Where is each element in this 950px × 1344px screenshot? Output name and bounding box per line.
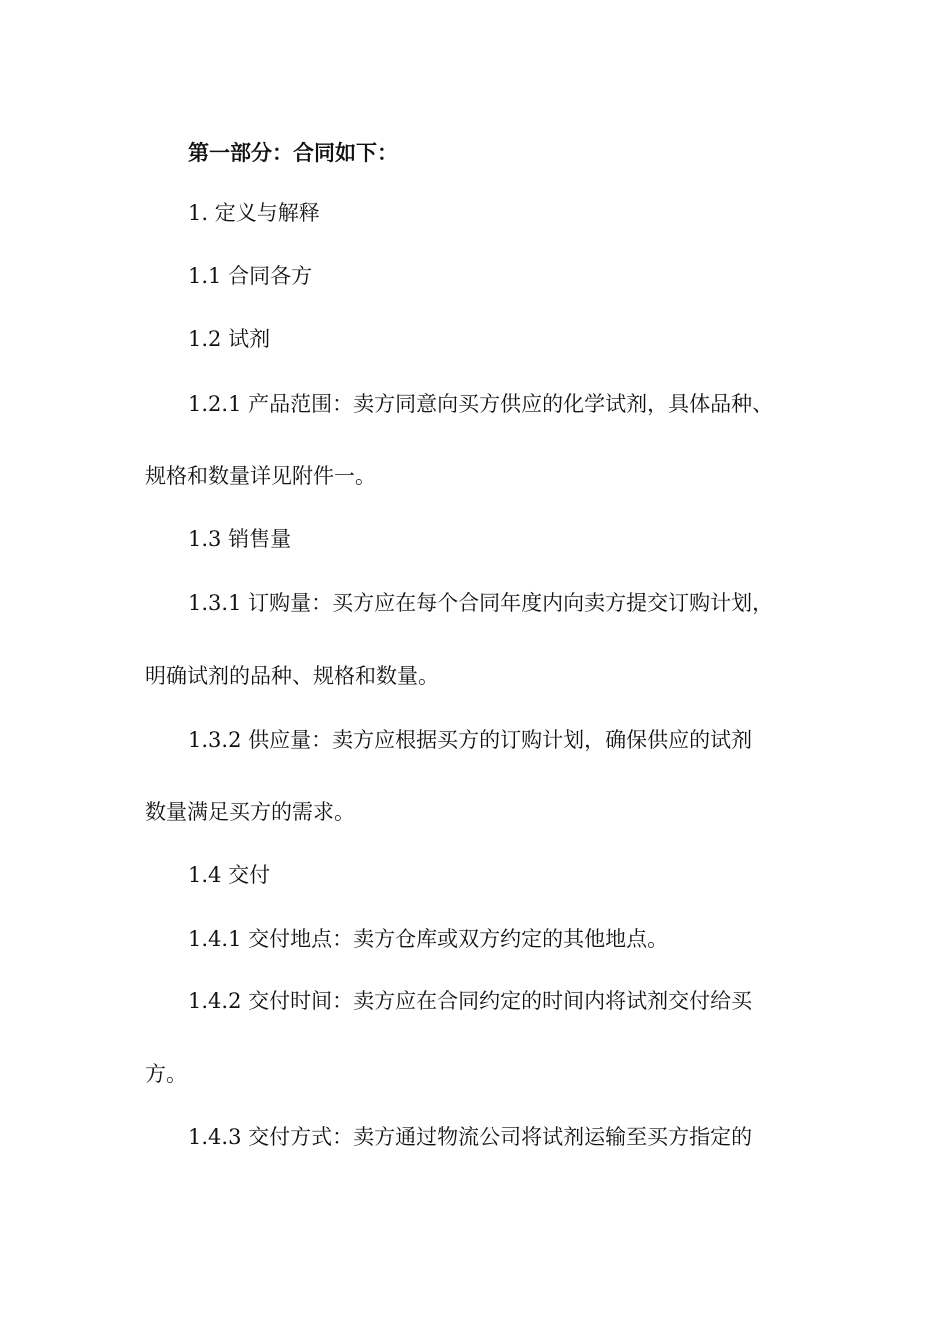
clause-1-2-title: 1.2 试剂	[188, 327, 271, 351]
clause-1-2-1-continued: 规格和数量详见附件一。	[145, 464, 376, 488]
clause-1-3-1-text: 1.3.1 订购量：买方应在每个合同年度内向卖方提交订购计划，	[188, 591, 774, 615]
clause-1-4-title: 1.4 交付	[188, 863, 271, 887]
clause-1-3-2-text: 1.3.2 供应量：卖方应根据买方的订购计划，确保供应的试剂	[188, 728, 753, 752]
clause-1-3-2-continued: 数量满足买方的需求。	[145, 800, 355, 824]
clause-1-4-3-text: 1.4.3 交付方式：卖方通过物流公司将试剂运输至买方指定的	[188, 1125, 753, 1149]
section-heading: 第一部分：合同如下：	[188, 141, 398, 165]
clause-1-4-2-continued: 方。	[145, 1062, 187, 1086]
clause-1-4-1-text: 1.4.1 交付地点：卖方仓库或双方约定的其他地点。	[188, 927, 669, 951]
clause-1-4-2-text: 1.4.2 交付时间：卖方应在合同约定的时间内将试剂交付给买	[188, 989, 753, 1013]
clause-1-title: 1. 定义与解释	[188, 201, 320, 225]
clause-1-3-1-continued: 明确试剂的品种、规格和数量。	[145, 664, 439, 688]
clause-1-1-title: 1.1 合同各方	[188, 264, 313, 288]
clause-1-2-1-text: 1.2.1 产品范围：卖方同意向买方供应的化学试剂，具体品种、	[188, 392, 774, 416]
clause-1-3-title: 1.3 销售量	[188, 527, 292, 551]
